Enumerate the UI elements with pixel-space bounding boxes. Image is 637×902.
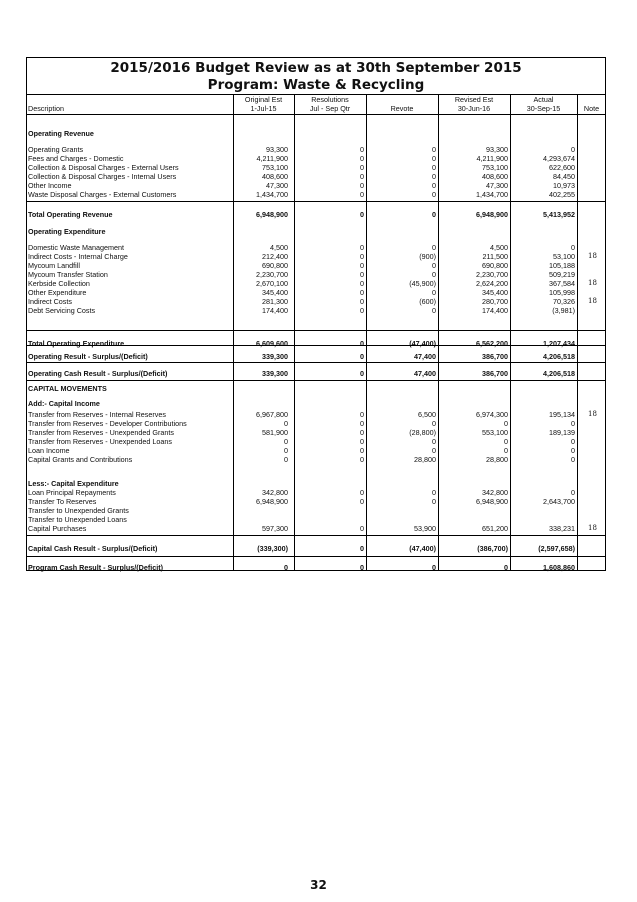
row-value-revised: 280,700	[482, 297, 508, 306]
row-label: Waste Disposal Charges - External Customers	[28, 190, 177, 199]
row-value-res: 0	[360, 210, 364, 219]
total-rule	[26, 556, 606, 557]
row-value-revised: 0	[504, 563, 508, 572]
col-divider-3	[366, 94, 367, 571]
row-value-res: 0	[360, 544, 364, 553]
row-value-orig: 212,400	[262, 252, 288, 261]
header-revised-est: Revised Est	[454, 95, 494, 104]
row-value-res: 0	[360, 446, 364, 455]
row-value-revote: 0	[432, 306, 436, 315]
row-value-revised: 2,624,200	[476, 279, 508, 288]
row-label: Total Operating Revenue	[28, 210, 113, 219]
row-value-actual: 1,608,860	[543, 563, 575, 572]
row-value-actual: 2,643,700	[543, 497, 575, 506]
row-value-orig: 4,211,900	[256, 154, 288, 163]
row-value-orig: 93,300	[266, 145, 288, 154]
row-value-revised: 47,300	[486, 181, 508, 190]
row-value-orig: 597,300	[262, 524, 288, 533]
header-description: Description	[28, 104, 64, 113]
row-value-revised: 345,400	[482, 288, 508, 297]
row-value-revote: 47,400	[414, 352, 436, 361]
row-label: Transfer to Unexpended Grants	[28, 506, 129, 515]
row-value-res: 0	[360, 279, 364, 288]
total-rule	[26, 535, 606, 536]
row-value-res: 0	[360, 297, 364, 306]
row-label: Operating Result - Surplus/(Deficit)	[28, 352, 148, 361]
row-value-revised: 4,211,900	[476, 154, 508, 163]
row-value-revote: 0	[432, 190, 436, 199]
row-value-revised: 174,400	[482, 306, 508, 315]
row-value-revote: 0	[432, 288, 436, 297]
header-note: Note	[583, 104, 600, 113]
row-value-revised: 6,948,900	[476, 497, 508, 506]
row-label: Indirect Costs - Internal Charge	[28, 252, 128, 261]
row-value-actual: 509,219	[549, 270, 575, 279]
row-value-res: 0	[360, 488, 364, 497]
row-value-revised: 386,700	[482, 352, 508, 361]
row-value-res: 0	[360, 352, 364, 361]
row-value-revised: 6,562,200	[476, 339, 508, 348]
row-value-revised: 28,800	[486, 455, 508, 464]
row-label: Loan Principal Repayments	[28, 488, 116, 497]
row-value-revote: 0	[432, 172, 436, 181]
row-value-orig: 339,300	[262, 352, 288, 361]
row-value-orig: 1,434,700	[256, 190, 288, 199]
row-value-orig: 339,300	[262, 369, 288, 378]
row-value-revised: 6,974,300	[476, 410, 508, 419]
row-value-actual: (2,597,658)	[538, 544, 575, 553]
row-value-revised: 651,200	[482, 524, 508, 533]
total-rule	[26, 380, 606, 381]
row-value-orig: 6,967,800	[256, 410, 288, 419]
row-value-revised: 690,800	[482, 261, 508, 270]
row-value-orig: 4,500	[270, 243, 288, 252]
row-value-revised: 753,100	[482, 163, 508, 172]
row-value-revote: 0	[432, 145, 436, 154]
header-actual-date: 30-Sep-15	[526, 104, 561, 113]
row-label: Other Expenditure	[28, 288, 87, 297]
row-value-actual: 4,293,674	[543, 154, 575, 163]
row-value-orig: 6,948,900	[256, 210, 288, 219]
row-label: Transfer to Unexpended Loans	[28, 515, 127, 524]
row-value-res: 0	[360, 339, 364, 348]
row-label: Program Cash Result - Surplus/(Deficit)	[28, 563, 163, 572]
row-value-actual: 0	[571, 145, 575, 154]
row-value-revote: (47,400)	[409, 544, 436, 553]
row-label: Mycoum Landfill	[28, 261, 80, 270]
row-note: 18	[588, 279, 597, 287]
row-value-revised: 93,300	[486, 145, 508, 154]
row-value-revised: 0	[504, 419, 508, 428]
row-label: Capital Grants and Contributions	[28, 455, 133, 464]
row-value-res: 0	[360, 163, 364, 172]
header-resolutions-period: Jul - Sep Qtr	[309, 104, 351, 113]
row-value-actual: (3,981)	[552, 306, 575, 315]
row-label: Fees and Charges - Domestic	[28, 154, 124, 163]
row-value-orig: 0	[284, 455, 288, 464]
header-revote: Revote	[390, 104, 414, 113]
col-divider-5	[510, 94, 511, 571]
row-value-actual: 105,188	[549, 261, 575, 270]
row-label: Other Income	[28, 181, 72, 190]
row-label: Capital Cash Result - Surplus/(Deficit)	[28, 544, 158, 553]
row-label: Less:- Capital Expenditure	[28, 479, 119, 488]
row-label: Collection & Disposal Charges - Internal Users	[28, 172, 177, 181]
row-value-orig: 6,609,600	[256, 339, 288, 348]
row-value-actual: 195,134	[549, 410, 575, 419]
row-value-orig: 753,100	[262, 163, 288, 172]
row-value-orig: 174,400	[262, 306, 288, 315]
row-value-res: 0	[360, 306, 364, 315]
row-value-actual: 402,255	[549, 190, 575, 199]
row-value-actual: 0	[571, 419, 575, 428]
row-value-orig: 0	[284, 446, 288, 455]
row-value-revised: 0	[504, 446, 508, 455]
row-value-orig: 690,800	[262, 261, 288, 270]
row-label: Operating Cash Result - Surplus/(Deficit)	[28, 369, 168, 378]
row-value-revised: 553,100	[482, 428, 508, 437]
row-value-orig: 2,670,100	[256, 279, 288, 288]
row-value-revote: 47,400	[414, 369, 436, 378]
row-value-revote: 0	[432, 210, 436, 219]
row-value-orig: 2,230,700	[256, 270, 288, 279]
row-value-actual: 0	[571, 437, 575, 446]
row-value-revote: 0	[432, 163, 436, 172]
col-divider-4	[438, 94, 439, 571]
row-note: 18	[588, 524, 597, 532]
row-value-actual: 5,413,952	[543, 210, 575, 219]
row-value-revised: 4,500	[490, 243, 508, 252]
header-resolutions: Resolutions	[311, 95, 349, 104]
row-value-actual: 622,600	[549, 163, 575, 172]
row-label: Loan Income	[28, 446, 70, 455]
total-rule	[26, 345, 606, 346]
row-value-revised: 1,434,700	[476, 190, 508, 199]
row-value-revote: 0	[432, 270, 436, 279]
row-value-orig: 342,800	[262, 488, 288, 497]
row-value-actual: 4,206,518	[543, 369, 575, 378]
row-label: Debt Servicing Costs	[28, 306, 96, 315]
row-value-revised: 342,800	[482, 488, 508, 497]
row-value-actual: 189,139	[549, 428, 575, 437]
row-label: CAPITAL MOVEMENTS	[28, 384, 107, 393]
row-value-revote: 28,800	[414, 455, 436, 464]
row-value-revote: 0	[432, 488, 436, 497]
row-label: Total Operating Expenditure	[28, 339, 125, 348]
row-value-revised: 386,700	[482, 369, 508, 378]
row-value-actual: 53,100	[553, 252, 575, 261]
row-value-orig: 281,300	[262, 297, 288, 306]
row-label: Transfer from Reserves - Internal Reserves	[28, 410, 166, 419]
row-value-actual: 4,206,518	[543, 352, 575, 361]
row-value-revote: 0	[432, 563, 436, 572]
row-label: Mycoum Transfer Station	[28, 270, 108, 279]
row-value-actual: 338,231	[549, 524, 575, 533]
row-value-revote: (900)	[419, 252, 436, 261]
row-value-actual: 0	[571, 455, 575, 464]
row-value-res: 0	[360, 154, 364, 163]
row-value-revote: 53,900	[414, 524, 436, 533]
row-value-revote: 0	[432, 261, 436, 270]
row-value-actual: 1,207,434	[543, 339, 575, 348]
row-value-orig: 0	[284, 563, 288, 572]
row-label: Transfer To Reserves	[28, 497, 97, 506]
row-label: Operating Revenue	[28, 129, 94, 138]
row-value-res: 0	[360, 428, 364, 437]
row-value-revote: (600)	[419, 297, 436, 306]
total-rule	[26, 330, 606, 331]
page-title: 2015/2016 Budget Review as at 30th September 2015	[110, 60, 522, 76]
row-value-orig: 47,300	[266, 181, 288, 190]
row-value-revote: 6,500	[418, 410, 436, 419]
row-value-actual: 84,450	[553, 172, 575, 181]
row-value-revote: (45,900)	[409, 279, 436, 288]
row-value-revote: (47,400)	[409, 339, 436, 348]
row-value-res: 0	[360, 369, 364, 378]
row-value-actual: 10,973	[553, 181, 575, 190]
row-value-res: 0	[360, 270, 364, 279]
row-value-revote: 0	[432, 154, 436, 163]
header-revised-date: 30-Jun-16	[457, 104, 491, 113]
row-value-res: 0	[360, 190, 364, 199]
col-divider-6	[577, 94, 578, 571]
row-value-res: 0	[360, 563, 364, 572]
row-value-revote: 0	[432, 243, 436, 252]
row-label: Operating Expenditure	[28, 227, 106, 236]
row-label: Domestic Waste Management	[28, 243, 125, 252]
row-value-res: 0	[360, 455, 364, 464]
row-label: Operating Grants	[28, 145, 84, 154]
col-divider-2	[294, 94, 295, 571]
row-note: 18	[588, 410, 597, 418]
row-value-revised: 6,948,900	[476, 210, 508, 219]
row-label: Transfer from Reserves - Unexpended Grants	[28, 428, 174, 437]
row-value-res: 0	[360, 252, 364, 261]
row-value-revote: (28,800)	[409, 428, 436, 437]
row-label: Transfer from Reserves - Developer Contributions	[28, 419, 187, 428]
row-label: Add:- Capital Income	[28, 399, 100, 408]
row-note: 18	[588, 252, 597, 260]
row-label: Transfer from Reserves - Unexpended Loans	[28, 437, 172, 446]
row-value-actual: 105,998	[549, 288, 575, 297]
row-label: Kerbside Collection	[28, 279, 90, 288]
row-value-orig: (339,300)	[257, 544, 288, 553]
row-label: Collection & Disposal Charges - External Users	[28, 163, 179, 172]
row-value-res: 0	[360, 288, 364, 297]
row-value-actual: 70,326	[553, 297, 575, 306]
header-original-est: Original Est	[244, 95, 283, 104]
program-title: Program: Waste & Recycling	[207, 77, 425, 93]
row-value-revised: 0	[504, 437, 508, 446]
row-value-res: 0	[360, 437, 364, 446]
row-value-actual: 0	[571, 446, 575, 455]
row-value-res: 0	[360, 145, 364, 154]
row-value-revised: 211,500	[482, 252, 508, 261]
row-value-orig: 0	[284, 419, 288, 428]
row-value-revised: 408,600	[482, 172, 508, 181]
row-value-orig: 0	[284, 437, 288, 446]
total-rule	[26, 201, 606, 202]
row-value-res: 0	[360, 181, 364, 190]
row-value-orig: 408,600	[262, 172, 288, 181]
row-value-res: 0	[360, 243, 364, 252]
row-value-actual: 0	[571, 243, 575, 252]
row-value-revote: 0	[432, 437, 436, 446]
header-actual: Actual	[533, 95, 554, 104]
page-number: 32	[310, 878, 327, 892]
row-value-res: 0	[360, 497, 364, 506]
row-value-res: 0	[360, 410, 364, 419]
row-value-orig: 581,900	[262, 428, 288, 437]
row-value-actual: 367,584	[549, 279, 575, 288]
row-value-revote: 0	[432, 419, 436, 428]
total-rule	[26, 362, 606, 363]
row-label: Capital Purchases	[28, 524, 87, 533]
row-value-revote: 0	[432, 181, 436, 190]
row-value-res: 0	[360, 261, 364, 270]
row-value-res: 0	[360, 524, 364, 533]
row-value-res: 0	[360, 419, 364, 428]
header-bottom-rule	[26, 114, 606, 115]
row-label: Indirect Costs	[28, 297, 72, 306]
row-value-revote: 0	[432, 446, 436, 455]
row-value-revote: 0	[432, 497, 436, 506]
row-value-res: 0	[360, 172, 364, 181]
row-value-orig: 6,948,900	[256, 497, 288, 506]
row-value-revised: 2,230,700	[476, 270, 508, 279]
row-value-revised: (386,700)	[477, 544, 508, 553]
row-note: 18	[588, 297, 597, 305]
row-value-actual: 0	[571, 488, 575, 497]
header-original-date: 1-Jul-15	[250, 104, 277, 113]
row-value-orig: 345,400	[262, 288, 288, 297]
